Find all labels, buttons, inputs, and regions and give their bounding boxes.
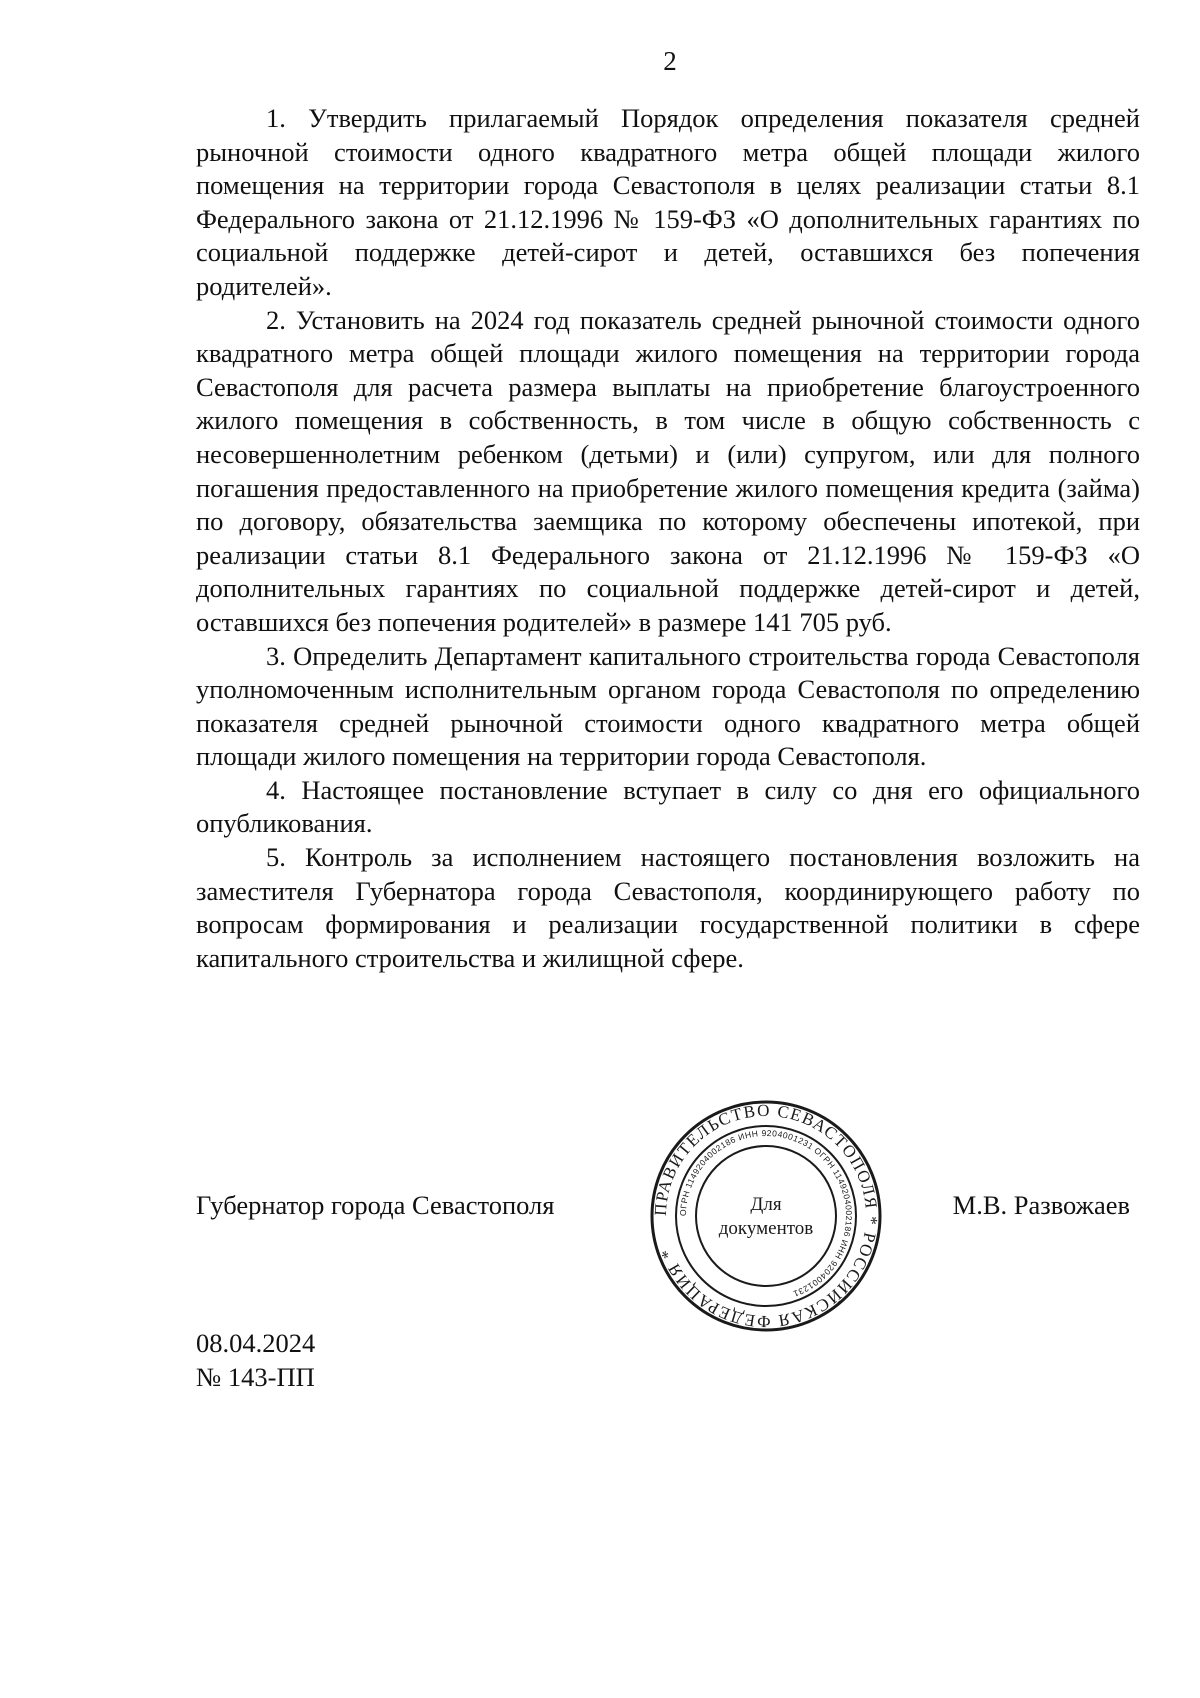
seal-center-line-1: Для [750, 1194, 782, 1215]
paragraph-5: 5. Контроль за исполнением настоящего постановления возложить на заместителя Губернатора города Севастополя, координирующего работу по вопросам формирования и реализации государственной политики в сфере капитального строительства и жилищной сфере. [196, 842, 1140, 973]
official-seal [648, 1098, 884, 1334]
seal-inner-text: ОГРН 1149204002186 ИНН 9204001231 ОГРН 1149204002186 ИНН 9204001231 [677, 1127, 855, 1300]
paragraph-2: 2. Установить на 2024 год показатель средней рыночной стоимости одного квадратного метра общей площади жилого помещения на территории города Севастополя для расчета размера выплаты на приобретение благоустроенного жилого помещения в собственность, в том числе в общую собственность с несовершеннолетним ребенком (детьми) и (или) супругом, или для полного погашения предоставленного на приобретение жилого помещения кредита (займа) по договору, обязательства заемщика по которому обеспечены ипотекой, при реализации статьи 8.1 Федерального закона от 21.12.1996 № 159-ФЗ «О дополнительных гарантиях по социальной поддержке детей-сирот и детей, оставшихся без попечения родителей» в размере 141 705 руб. [196, 304, 1140, 637]
seal-outer-text: ПРАВИТЕЛЬСТВО СЕВАСТОПОЛЯ * РОССИЙСКАЯ ФЕДЕРАЦИЯ * [650, 1100, 882, 1332]
seal-middle-ring [676, 1126, 856, 1306]
document-number: № 143-ПП [196, 1362, 315, 1392]
paragraph-1: 1. Утвердить прилагаемый Порядок определения показателя средней рыночной стоимости одного квадратного метра общей площади жилого помещения на территории города Севастополя в целях реализации статьи 8.1 Федерального закона от 21.12.1996 № 159-ФЗ «О дополнительных гарантиях по социальной поддержке детей-сирот и детей, оставшихся без попечения родителей». [196, 103, 1140, 301]
paragraph-3: 3. Определить Департамент капитального строительства города Севастополя уполномоченным исполнительным органом города Севастополя по определению показателя средней рыночной стоимости одного квадратного метра общей площади жилого помещения на территории города Севастополя. [196, 640, 1140, 772]
document-date: 08.04.2024 [196, 1328, 316, 1358]
signatory-title: Губернатор города Севастополя [196, 1190, 555, 1220]
seal-center-line-2: документов [718, 1218, 814, 1239]
seal-inner-ring [696, 1146, 836, 1286]
paragraph-4: 4. Настоящее постановление вступает в силу со дня его официального опубликования. [196, 774, 1140, 839]
signature-block [0, 1190, 1200, 1220]
signatory-name: М.В. Развожаев [952, 1190, 1130, 1220]
document-body [196, 102, 1140, 975]
page-number: 2 [663, 46, 677, 76]
